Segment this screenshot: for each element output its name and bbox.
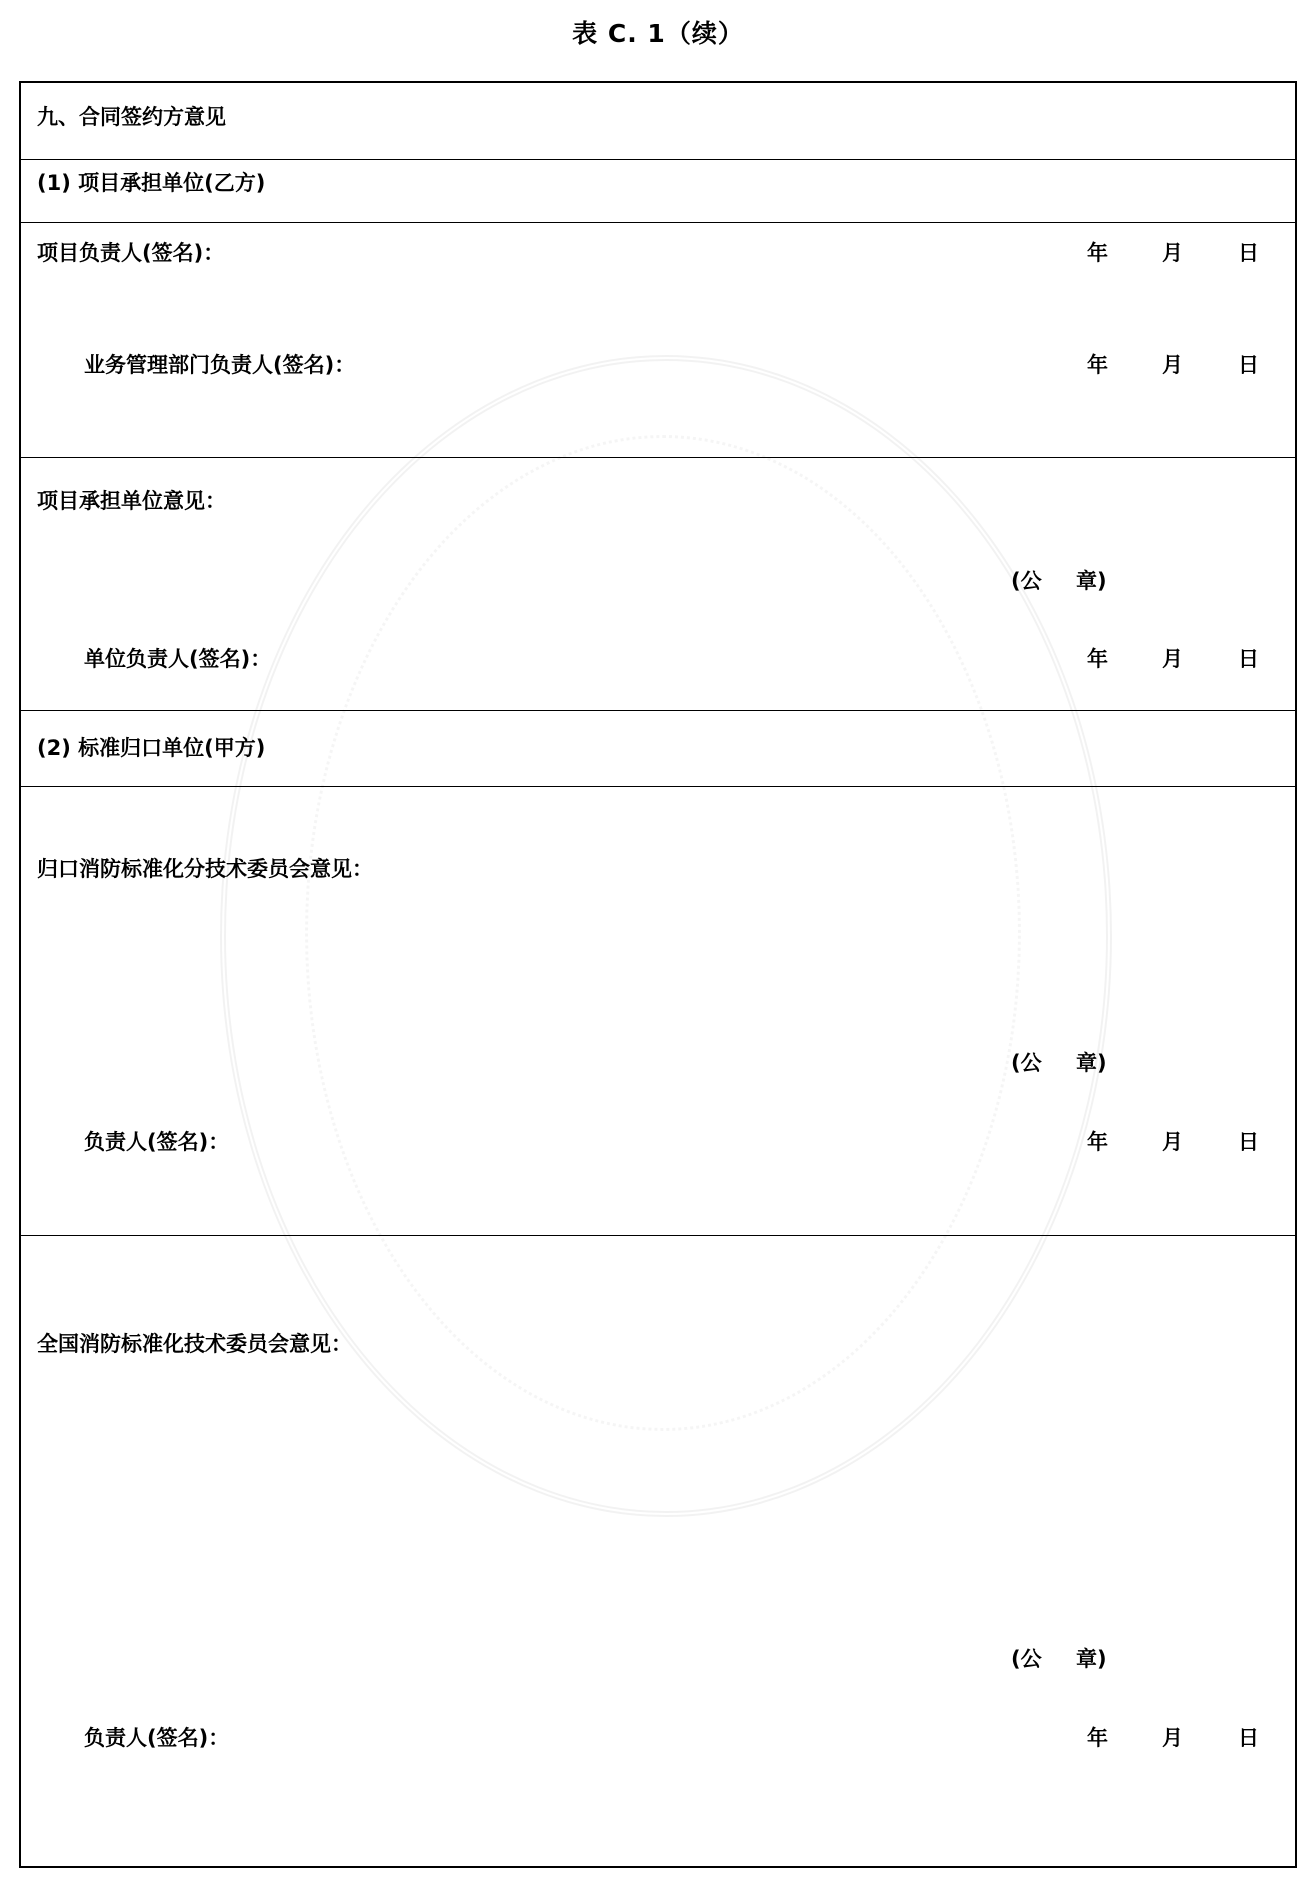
sub-committee-opinion-label: 归口消防标准化分技术委员会意见： (37, 857, 373, 881)
seal-label-close: 章) (1076, 569, 1107, 593)
party-a-heading: (2) 标准归口单位(甲方) (37, 736, 266, 760)
date-month: 月 (1162, 647, 1183, 671)
date-month: 月 (1162, 241, 1183, 265)
row-divider (21, 786, 1295, 787)
date-month: 月 (1162, 1130, 1183, 1154)
date-day: 日 (1238, 353, 1259, 377)
project-leader-signature-label: 项目负责人(签名)： (37, 241, 225, 265)
national-committee-opinion-label: 全国消防标准化技术委员会意见： (37, 1332, 352, 1356)
row-divider (21, 159, 1295, 160)
date-year: 年 (1087, 647, 1108, 671)
date-year: 年 (1087, 1130, 1108, 1154)
sub-committee-leader-signature-label: 负责人(签名)： (84, 1130, 230, 1154)
party-b-heading: (1) 项目承担单位(乙方) (37, 171, 266, 195)
row-divider (21, 1235, 1295, 1236)
national-committee-leader-signature-label: 负责人(签名)： (84, 1726, 230, 1750)
date-day: 日 (1238, 647, 1259, 671)
row-divider (21, 222, 1295, 223)
seal-label-open: (公 (1011, 1647, 1042, 1671)
date-year: 年 (1087, 1726, 1108, 1750)
date-month: 月 (1162, 353, 1183, 377)
unit-leader-signature-label: 单位负责人(签名)： (84, 647, 272, 671)
contract-opinion-form (19, 81, 1297, 1868)
date-day: 日 (1238, 241, 1259, 265)
seal-label-close: 章) (1076, 1051, 1107, 1075)
business-dept-leader-signature-label: 业务管理部门负责人(签名)： (84, 353, 356, 377)
seal-label-open: (公 (1011, 569, 1042, 593)
date-year: 年 (1087, 241, 1108, 265)
date-month: 月 (1162, 1726, 1183, 1750)
seal-label-close: 章) (1076, 1647, 1107, 1671)
date-day: 日 (1238, 1130, 1259, 1154)
unit-opinion-label: 项目承担单位意见： (37, 489, 226, 513)
seal-label-open: (公 (1011, 1051, 1042, 1075)
row-divider (21, 457, 1295, 458)
date-day: 日 (1238, 1726, 1259, 1750)
date-year: 年 (1087, 353, 1108, 377)
section-heading: 九、合同签约方意见 (37, 105, 226, 129)
row-divider (21, 710, 1295, 711)
table-title: 表 C. 1（续） (572, 19, 744, 48)
